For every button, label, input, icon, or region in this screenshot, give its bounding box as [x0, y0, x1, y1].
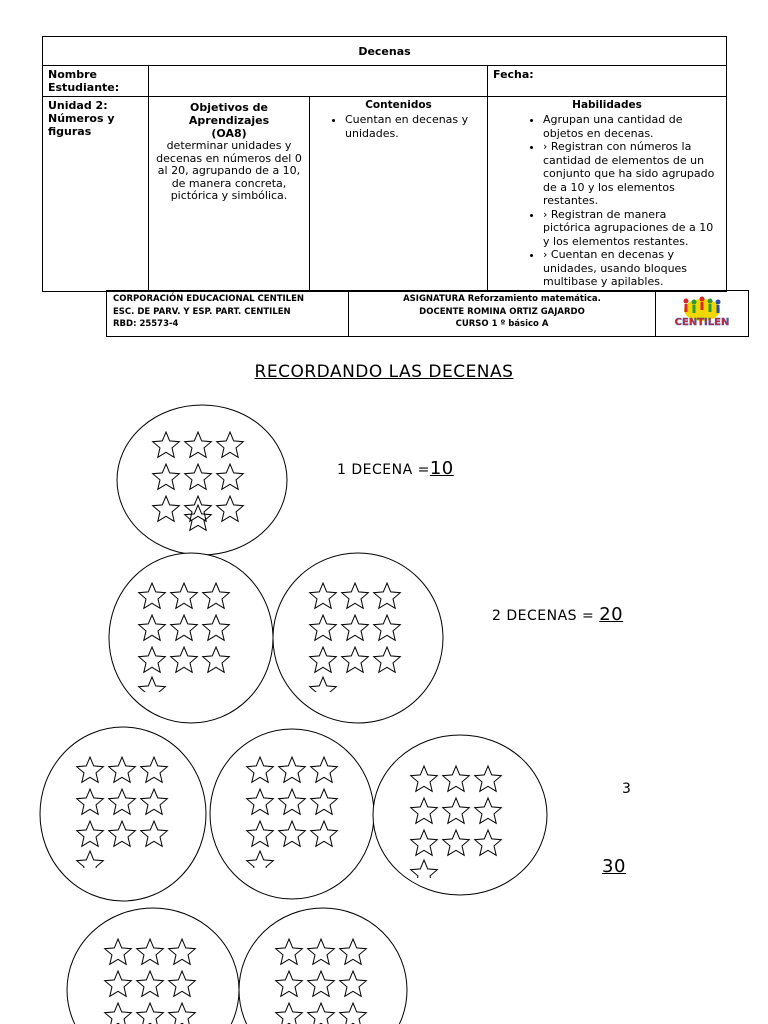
- decade-circle: [117, 405, 287, 555]
- student-name-label: Nombre Estudiante:: [43, 66, 149, 97]
- decade-circle: [210, 729, 374, 899]
- objectives-text: determinar unidades y decenas en números del 0 al 20, agrupando de a 10, de manera concreta, pictórica y simbólica.: [156, 139, 302, 202]
- circle-outline: [273, 553, 443, 723]
- decade-circle: [239, 908, 407, 1024]
- decade-circle: [40, 727, 206, 901]
- objectives-title: Objetivos de Aprendizajes: [188, 101, 270, 127]
- row3-label: 3: [622, 781, 632, 797]
- decade-circle: [273, 553, 443, 723]
- school-type: ESC. DE PARV. Y ESP. PART. CENTILEN: [113, 306, 291, 317]
- logo-text: CENTILEN: [674, 317, 730, 328]
- decade-circle: [373, 735, 547, 895]
- skills-title: Habilidades: [572, 99, 642, 111]
- circle-outline: [109, 553, 273, 723]
- subject-name: ASIGNATURA Reforzamiento matemática.: [403, 294, 601, 304]
- date-label: Fecha:: [488, 66, 727, 97]
- course-name: CURSO 1 º básico A: [455, 319, 549, 329]
- row1-label: 1 DECENA =10: [337, 458, 454, 479]
- school-name: CORPORACIÓN EDUCACIONAL CENTILEN: [113, 294, 305, 304]
- circle-outline: [373, 735, 547, 895]
- decade-circle: [109, 553, 273, 723]
- row3-value: 30: [602, 856, 626, 877]
- circle-outline: [117, 405, 287, 555]
- row2-value: 20: [599, 604, 624, 625]
- list-item: • Cuentan en decenas y unidades.: [345, 113, 482, 140]
- list-item: • › Registran de manera pictórica agrupaciones de a 10 y los elementos restantes.: [543, 208, 717, 249]
- decade-circle: [67, 908, 239, 1024]
- circle-outline: [40, 727, 206, 901]
- contents-title: Contenidos: [365, 99, 432, 111]
- objectives-code: (OA8): [211, 127, 247, 140]
- section-heading: RECORDANDO LAS DECENAS: [254, 362, 514, 382]
- list-item: • › Cuentan en decenas y unidades, usando bloques multibase y apilables.: [543, 248, 717, 289]
- circle-outline: [210, 729, 374, 899]
- row1-value: 10: [429, 458, 454, 479]
- teacher-name: DOCENTE ROMINA ORTIZ GAJARDO: [419, 306, 585, 317]
- list-item: • › Registran con números la cantidad de elementos de un conjunto que ha sido agrupado de a 10 y los elementos restantes.: [543, 140, 717, 208]
- circle-outline: [67, 908, 239, 1024]
- worksheet-title: Decenas: [43, 37, 727, 66]
- list-item: • Agrupan una cantidad de objetos en decenas.: [543, 113, 717, 140]
- row2-label: 2 DECENAS = 20: [492, 604, 624, 625]
- unit-label: Unidad 2: Números y figuras: [43, 97, 149, 292]
- school-rbd: RBD: 25573-4: [113, 319, 179, 329]
